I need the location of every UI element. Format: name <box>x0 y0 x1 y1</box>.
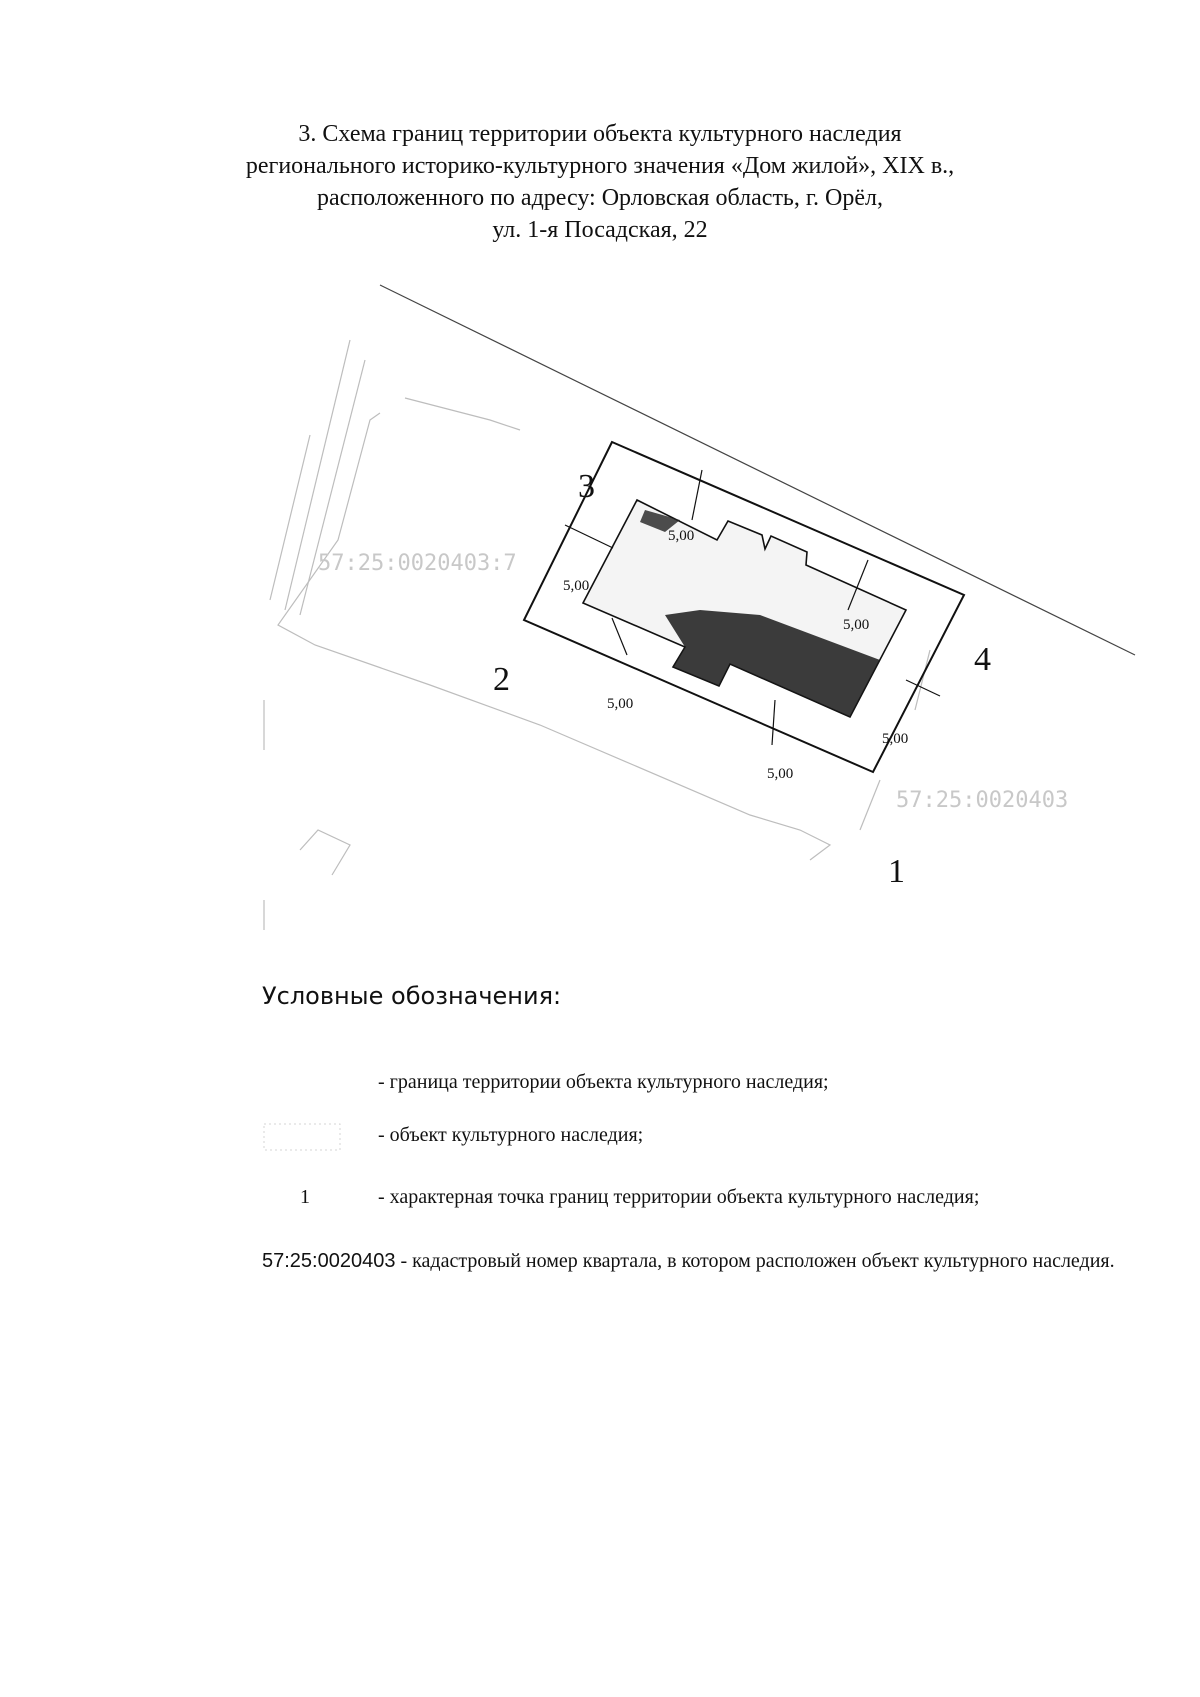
legend-item-text: - объект культурного наследия; <box>378 1124 644 1146</box>
legend-title: Условные обозначения: <box>262 982 562 1010</box>
distance-tick <box>906 680 940 696</box>
legend-item-text: - характерная точка границ территории объекта культурного наследия; <box>378 1186 980 1208</box>
cadastral-label: 57:25:0020403 <box>896 788 1069 813</box>
document-title <box>200 118 1000 246</box>
cadastral-note-text: - кадастровый номер квартала, в котором расположен объект культурного наследия. <box>395 1250 1115 1272</box>
legend-item-text: - граница территории объекта культурного наследия; <box>378 1071 829 1093</box>
distance-label: 5,00 <box>843 617 870 633</box>
distance-tick <box>565 525 613 548</box>
title-line-2: регионального историко-культурного значения «Дом жилой», XIX в., <box>245 153 955 179</box>
context-line <box>915 650 930 710</box>
context-block <box>300 830 350 875</box>
point-symbol: 1 <box>300 1186 310 1208</box>
legend-item-heritage <box>0 1120 1200 1154</box>
distance-tick <box>772 700 775 745</box>
title-line-4: ул. 1-я Посадская, 22 <box>492 217 708 243</box>
context-line <box>860 780 880 830</box>
context-line <box>270 435 310 600</box>
title-line-1: 3. Схема границ территории объекта культурного наследия <box>298 121 902 147</box>
distance-label: 5,00 <box>668 528 695 544</box>
neighbour-building-outline <box>405 398 520 430</box>
distance-tick <box>612 618 627 655</box>
boundary-line-symbol <box>262 1067 342 1101</box>
cadastral-note <box>262 1240 1142 1282</box>
legend-item-boundary <box>0 1067 1200 1101</box>
legend-item-point <box>0 1182 1200 1216</box>
point-label-3: 3 <box>578 468 595 505</box>
point-label-4: 4 <box>974 641 991 678</box>
distance-label: 5,00 <box>607 696 634 712</box>
point-label-1: 1 <box>888 853 905 890</box>
point-label-2: 2 <box>493 661 510 698</box>
territory-scheme-map <box>0 270 1200 960</box>
distance-label: 5,00 <box>882 731 909 747</box>
cadastral-label: 57:25:0020403:7 <box>318 551 517 576</box>
heritage-object-symbol <box>262 1120 342 1154</box>
context-line <box>300 360 365 615</box>
heritage-object <box>583 500 906 717</box>
title-line-3: расположенного по адресу: Орловская область, г. Орёл, <box>317 185 883 211</box>
distance-label: 5,00 <box>767 766 794 782</box>
cadastral-number: 57:25:0020403 <box>262 1250 396 1272</box>
distance-label: 5,00 <box>563 578 590 594</box>
